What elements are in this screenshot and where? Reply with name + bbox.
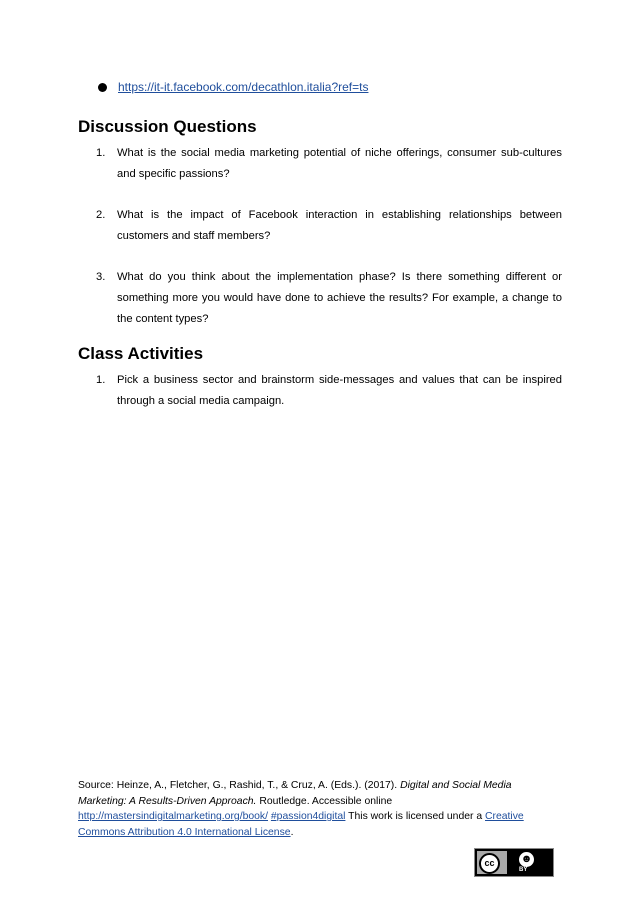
list-item: [78, 370, 562, 412]
bullet-icon: [98, 83, 107, 92]
license-link[interactable]: Creative Commons Attribution 4.0 International License: [78, 811, 524, 838]
list-item: [78, 143, 562, 185]
discussion-list: [78, 143, 562, 330]
item-number: 1.: [96, 147, 106, 159]
citation-publisher: Routledge. Accessible online: [259, 795, 393, 807]
item-text: What do you think about the implementation phase? Is there something different or something more you would have done to achieve the results? For example, a change to the content types?: [117, 271, 562, 325]
class-activities-heading: Class Activities: [78, 344, 204, 363]
creative-commons-icon: cc: [479, 853, 500, 874]
item-text: What is the social media marketing potential of niche offerings, consumer sub-cultures and specific passions?: [117, 147, 562, 180]
by-label: BY: [519, 867, 528, 873]
item-number: 1.: [96, 374, 106, 386]
attribution-person-icon: ☻: [520, 853, 533, 865]
attribution-area: [507, 851, 551, 874]
activities-list: [78, 370, 562, 412]
item-text: Pick a business sector and brainstorm side-messages and values that can be inspired through a social media campaign.: [117, 374, 562, 407]
item-number: 3.: [96, 271, 106, 283]
license-text: This work is licensed under a: [348, 811, 483, 822]
citation-suffix: .: [290, 826, 294, 838]
item-number: 2.: [96, 209, 106, 221]
discussion-heading: Discussion Questions: [78, 117, 257, 136]
facebook-link[interactable]: https://it-it.facebook.com/decathlon.italia?ref=ts: [118, 80, 369, 94]
citation-prefix: Source: Heinze, A., Fletcher, G., Rashid, T., & Cruz, A. (Eds.). (2017).: [78, 780, 398, 791]
list-item: [78, 205, 562, 247]
hashtag-link[interactable]: #passion4digital: [270, 811, 346, 822]
badge-background: [477, 851, 551, 874]
book-url-link[interactable]: http://mastersindigitalmarketing.org/book/: [78, 811, 269, 822]
facebook-link-bullet: [98, 80, 368, 94]
book-title: Digital and Social Media Marketing: A Results-Driven Approach.: [78, 780, 512, 807]
list-item: [78, 267, 562, 330]
source-citation: [78, 778, 548, 840]
cc-by-license-badge[interactable]: [474, 848, 554, 877]
item-text: What is the impact of Facebook interaction in establishing relationships between customers and staff members?: [117, 209, 562, 242]
